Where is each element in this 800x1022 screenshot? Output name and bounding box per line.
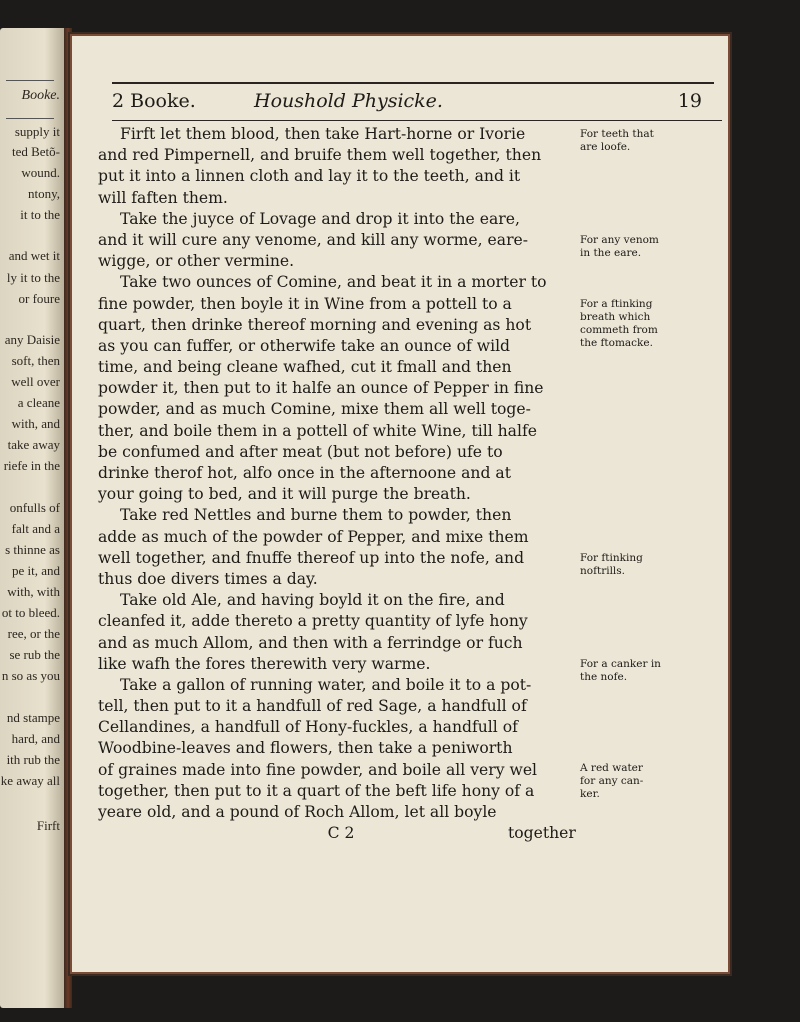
adjacent-left-page [0, 28, 64, 1008]
margin-note [580, 298, 720, 350]
left-page-line: or foure [18, 291, 60, 306]
footer-line [98, 823, 584, 844]
left-page-line: s thinne as [5, 542, 60, 557]
text-line: drinke therof hot, alfo once in the afternoone and at [98, 464, 511, 482]
text-line: and it will cure any venome, and kill any worme, eare- [98, 230, 529, 249]
text-line: Take the juyce of Lovage and drop it into the eare, [120, 209, 520, 228]
left-page-line: well over [11, 374, 60, 389]
text-line: powder it, then put to it halfe an ounce of Pepper in fine [98, 379, 544, 398]
margin-note-line: For a canker in [580, 658, 661, 670]
left-page-line: it to the [20, 207, 60, 222]
margin-note-line: the nofe. [580, 671, 628, 683]
text-line: Woodbine-leaves and flowers, then take a peniworth [98, 739, 513, 758]
text-line: quart, then drinke thereof morning and evening as hot [98, 315, 532, 334]
left-page-line: any Daisie [4, 332, 60, 347]
text-line: tell, then put to it a handfull of red Sage, a handfull of [98, 697, 527, 716]
margin-note-line: in the eare. [580, 247, 642, 259]
left-page-line: ot to bleed. [1, 605, 60, 620]
left-page-line: take away [7, 437, 60, 452]
left-page-line: se rub the [9, 647, 60, 662]
margin-note-line: For any venom [580, 234, 659, 246]
left-page-rule [6, 80, 54, 81]
text-line: adde as much of the powder of Pepper, and mixe them [98, 527, 529, 546]
text-line: Take a gallon of running water, and boile it to a pot- [120, 675, 532, 694]
left-page-line: supply it [14, 124, 60, 139]
left-page-line: ke away all [0, 773, 60, 788]
text-line: fine powder, then boyle it in Wine from a pottell to a [98, 294, 512, 313]
text-line: like wafh the fores therewith very warme. [98, 654, 431, 673]
margin-note-line: for any can- [580, 775, 644, 787]
text-line: and red Pimpernell, and bruife them well together, then [98, 146, 542, 165]
left-page-line: with, and [11, 416, 60, 431]
left-page-line: n so as you [1, 668, 60, 683]
margin-note [580, 234, 720, 260]
running-head [112, 86, 722, 120]
left-page-line: and wet it [8, 248, 60, 263]
left-page-line: falt and a [11, 521, 60, 536]
margin-note-line: For teeth that [580, 128, 654, 140]
text-line: put it into a linnen cloth and lay it to the teeth, and it [98, 167, 521, 186]
header-underline [112, 120, 722, 121]
body-text [98, 124, 584, 844]
text-line: Take two ounces of Comine, and beat it in a morter to [120, 273, 547, 292]
left-page-line: a cleane [17, 395, 60, 410]
text-line: of graines made into fine powder, and boile all very wel [98, 760, 538, 779]
text-line: ther, and boile them in a pottell of white Wine, till halfe [98, 421, 537, 440]
text-line: Cellandines, a handfull of Hony-fuckles, a handfull of [98, 718, 518, 737]
left-page-line: ly it to the [6, 270, 60, 285]
left-page-line: ntony, [27, 186, 60, 201]
text-line: wigge, or other vermine. [98, 252, 295, 271]
left-page-line: with, with [7, 584, 60, 599]
margin-note [580, 762, 720, 801]
left-page-line: Firft [36, 818, 60, 833]
text-line: time, and being cleane wafhed, cut it fmall and then [98, 358, 512, 377]
left-page-line: hard, and [11, 731, 60, 746]
left-page-line: pe it, and [11, 563, 60, 578]
left-page-line: ree, or the [7, 626, 60, 641]
header-rule [112, 82, 714, 84]
running-head-book: 2 Booke. [112, 90, 196, 112]
book-binding [64, 28, 72, 1008]
text-line: will faften them. [98, 188, 228, 207]
margin-note-line: A red water [580, 762, 643, 774]
margin-note [580, 552, 720, 578]
margin-note [580, 658, 720, 684]
text-line: well together, and fnuffe thereof up into the nofe, and [98, 548, 525, 567]
text-line: together, then put to it a quart of the beft life hony of a [98, 781, 535, 800]
left-page-line: nd stampe [6, 710, 60, 725]
text-line: your going to bed, and it will purge the breath. [98, 485, 471, 504]
signature-mark: C 2 [327, 824, 355, 843]
margin-note-line: the ftomacke. [580, 337, 653, 349]
left-page-line: onfulls of [9, 500, 60, 515]
catchword: together [508, 824, 576, 843]
text-line: and as much Allom, and then with a ferrindge or fuch [98, 633, 523, 652]
left-page-line: wound. [21, 165, 60, 180]
margin-note-line: For a ftinking [580, 298, 653, 310]
margin-note-line: are loofe. [580, 141, 631, 153]
left-page-line: ith rub the [6, 752, 60, 767]
text-line: yeare old, and a pound of Roch Allom, let all boyle [98, 803, 497, 821]
margin-note-line: commeth from [580, 324, 658, 336]
text-line: Take old Ale, and having boyld it on the fire, and [120, 591, 505, 610]
text-line: Firft let them blood, then take Hart-horne or Ivorie [120, 125, 526, 143]
margin-note-line: For ftinking [580, 552, 643, 564]
margin-note-line: breath which [580, 311, 651, 323]
left-page-line: ted Betõ- [11, 144, 60, 159]
book-page [72, 36, 728, 972]
left-page-line: riefe in the [3, 458, 60, 473]
page-number: 19 [677, 90, 702, 112]
margin-note [580, 128, 720, 154]
left-page-line: Booke. [21, 88, 60, 103]
text-line: cleanfed it, adde thereto a pretty quantity of lyfe hony [98, 612, 528, 631]
text-line: as you can fuffer, or otherwife take an ounce of wild [98, 336, 511, 355]
left-page-rule [6, 118, 54, 119]
running-head-title: Houshold Physicke. [254, 90, 443, 112]
margin-note-line: ker. [580, 788, 600, 800]
left-page-line: soft, then [11, 353, 60, 368]
text-line: be confumed and after meat (but not before) ufe to [98, 442, 503, 461]
margin-note-line: noftrills. [580, 565, 626, 577]
text-line: thus doe divers times a day. [98, 569, 318, 588]
text-line: powder, and as much Comine, mixe them all well toge- [98, 400, 531, 419]
text-line: Take red Nettles and burne them to powder, then [120, 506, 512, 525]
